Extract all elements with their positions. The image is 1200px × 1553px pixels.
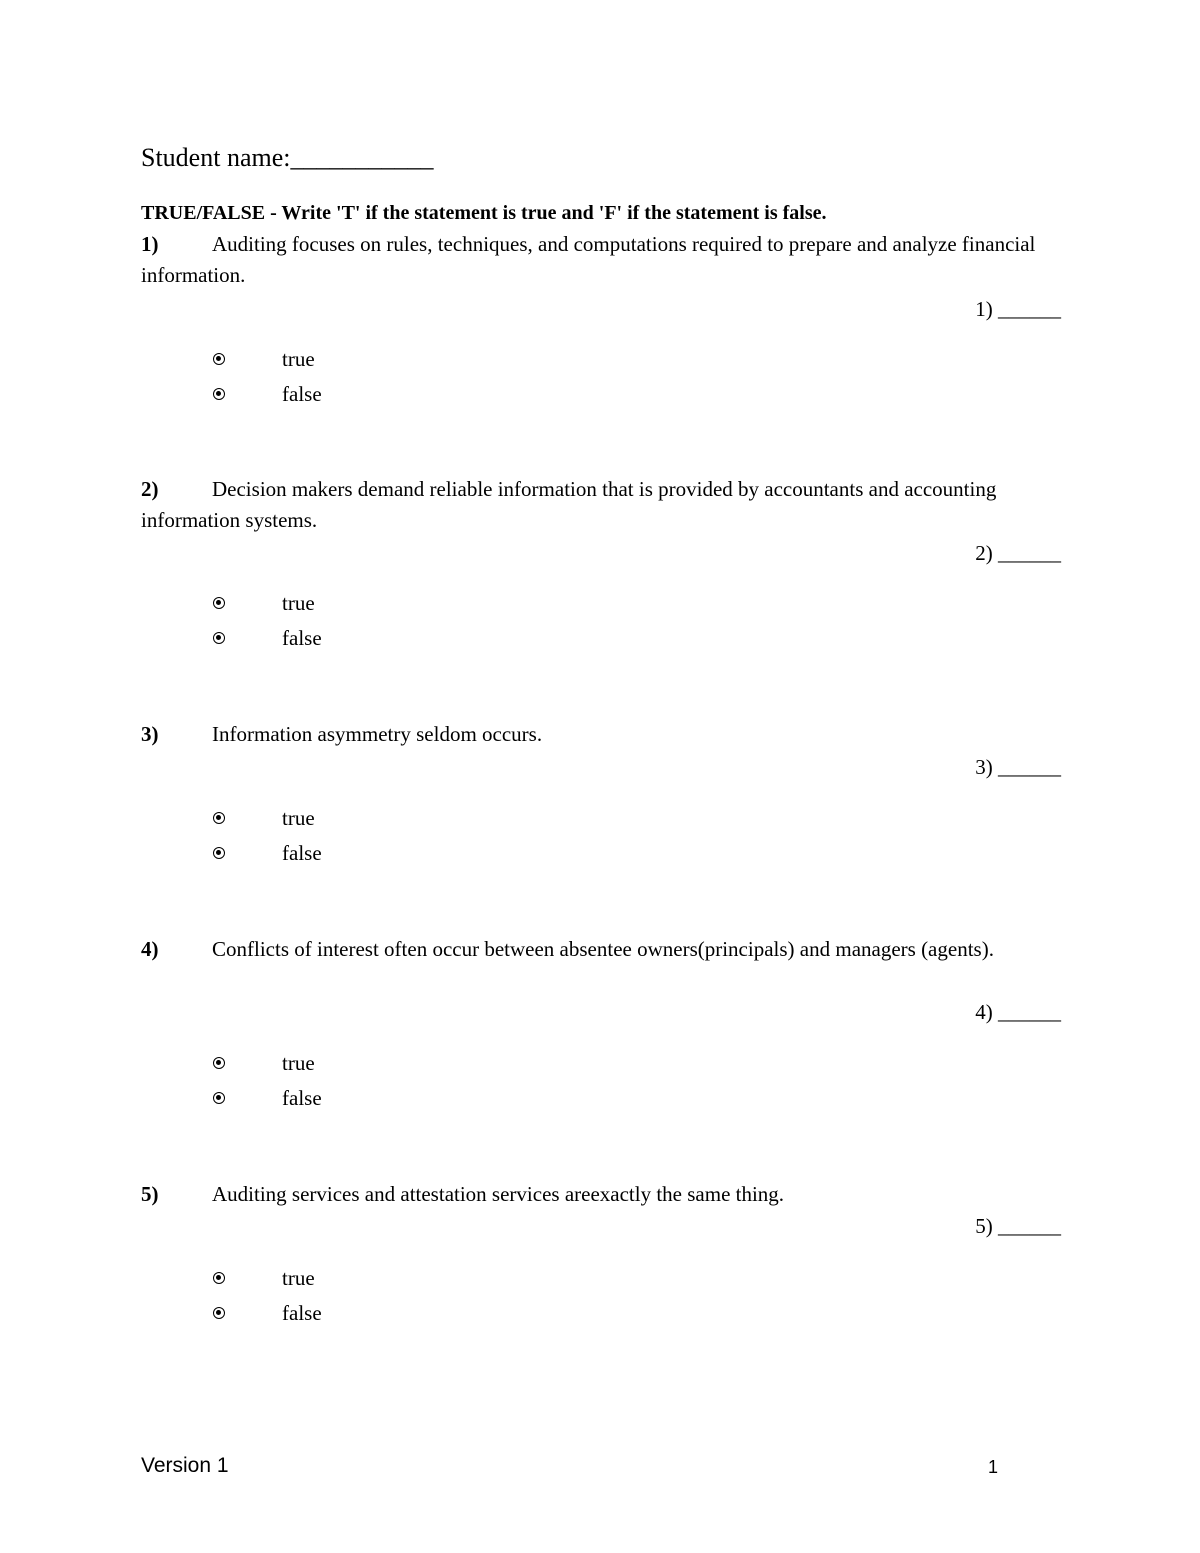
question-text bbox=[141, 474, 1001, 536]
radio-bullet-icon[interactable] bbox=[213, 847, 225, 859]
question-number: 1) bbox=[141, 232, 159, 256]
answer-options bbox=[211, 1260, 322, 1330]
radio-bullet-icon[interactable] bbox=[213, 632, 225, 644]
question-statement: Decision makers demand reliable information that is provided by accountants and accounting information systems. bbox=[141, 477, 997, 532]
option-false[interactable] bbox=[211, 1080, 322, 1115]
option-label: true bbox=[282, 805, 315, 830]
radio-bullet-icon[interactable] bbox=[213, 1307, 225, 1319]
radio-bullet-icon[interactable] bbox=[213, 1272, 225, 1284]
option-label: true bbox=[282, 1050, 315, 1075]
question-number: 2) bbox=[141, 477, 159, 501]
question-text bbox=[141, 934, 1021, 965]
radio-bullet-icon[interactable] bbox=[213, 1092, 225, 1104]
question-number: 5) bbox=[141, 1182, 159, 1206]
answer-options bbox=[211, 585, 322, 655]
option-false[interactable] bbox=[211, 835, 322, 870]
answer-options bbox=[211, 1045, 322, 1115]
radio-bullet-icon[interactable] bbox=[213, 812, 225, 824]
option-true[interactable] bbox=[211, 1260, 322, 1295]
option-label: false bbox=[282, 1085, 322, 1110]
answer-blank[interactable]: 4) ______ bbox=[975, 1000, 1061, 1024]
question-statement: Conflicts of interest often occur between absentee owners(principals) and managers (agents). bbox=[212, 937, 994, 961]
option-label: false bbox=[282, 840, 322, 865]
option-false[interactable] bbox=[211, 1295, 322, 1330]
question-5 bbox=[141, 1179, 1061, 1325]
question-statement: Information asymmetry seldom occurs. bbox=[212, 722, 543, 746]
option-label: true bbox=[282, 346, 315, 371]
answer-options bbox=[211, 341, 322, 411]
option-label: false bbox=[282, 381, 322, 406]
question-statement: Auditing services and attestation services areexactly the same thing. bbox=[212, 1182, 785, 1206]
question-number: 4) bbox=[141, 937, 159, 961]
question-statement: Auditing focuses on rules, techniques, and computations required to prepare and analyze financial information. bbox=[141, 232, 1036, 287]
footer-version: Version 1 bbox=[141, 1454, 229, 1477]
question-4 bbox=[141, 934, 1061, 1110]
question-text bbox=[141, 719, 1061, 750]
radio-bullet-icon[interactable] bbox=[213, 597, 225, 609]
question-text bbox=[141, 229, 1056, 291]
radio-bullet-icon[interactable] bbox=[213, 1057, 225, 1069]
answer-blank[interactable]: 1) ______ bbox=[975, 297, 1061, 321]
answer-options bbox=[211, 800, 322, 870]
option-label: false bbox=[282, 625, 322, 650]
option-true[interactable] bbox=[211, 800, 322, 835]
option-label: false bbox=[282, 1300, 322, 1325]
footer-page-number: 1 bbox=[988, 1457, 999, 1477]
question-3 bbox=[141, 719, 1061, 865]
question-text bbox=[141, 1179, 1061, 1210]
radio-bullet-icon[interactable] bbox=[213, 353, 225, 365]
question-number: 3) bbox=[141, 722, 159, 746]
option-false[interactable] bbox=[211, 620, 322, 655]
option-true[interactable] bbox=[211, 1045, 322, 1080]
instructions-heading: TRUE/FALSE - Write 'T' if the statement is true and 'F' if the statement is false. bbox=[141, 202, 827, 224]
question-1 bbox=[141, 229, 1061, 406]
radio-bullet-icon[interactable] bbox=[213, 388, 225, 400]
question-2 bbox=[141, 474, 1061, 650]
student-name-field: Student name:___________ bbox=[141, 143, 434, 172]
answer-blank[interactable]: 3) ______ bbox=[975, 755, 1061, 779]
option-true[interactable] bbox=[211, 341, 322, 376]
option-label: true bbox=[282, 590, 315, 615]
option-false[interactable] bbox=[211, 376, 322, 411]
option-true[interactable] bbox=[211, 585, 322, 620]
option-label: true bbox=[282, 1265, 315, 1290]
answer-blank[interactable]: 5) ______ bbox=[975, 1214, 1061, 1238]
answer-blank[interactable]: 2) ______ bbox=[975, 541, 1061, 565]
